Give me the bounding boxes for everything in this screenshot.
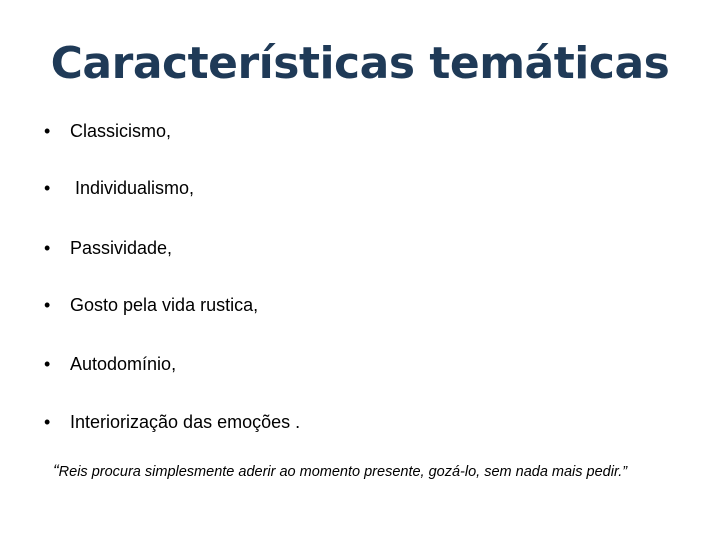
- list-item: [44, 118, 171, 144]
- bullet-icon: •: [44, 238, 51, 258]
- bullet-text: Autodomínio,: [70, 354, 177, 374]
- list-item: [44, 351, 176, 377]
- open-quote-mark: “: [53, 461, 59, 480]
- list-item: [44, 292, 258, 318]
- bullet-icon: •: [44, 412, 51, 432]
- bullet-text: Classicismo,: [70, 121, 172, 141]
- list-item: [44, 235, 172, 261]
- slide-title: Características temáticas: [50, 38, 670, 89]
- bullet-icon: •: [44, 295, 51, 315]
- bullet-text: Passividade,: [70, 238, 173, 258]
- list-item: [44, 175, 194, 201]
- bullet-icon: •: [44, 178, 51, 198]
- bullet-icon: •: [44, 121, 51, 141]
- list-item: [44, 409, 300, 435]
- bullet-icon: •: [44, 354, 51, 374]
- quote-text: Reis procura simplesmente aderir ao momento presente, gozá-lo, sem nada mais pedir.”: [58, 464, 628, 480]
- bullet-text: Interiorização das emoções .: [70, 412, 301, 432]
- quote-block: [53, 460, 673, 483]
- bullet-text: Individualismo,: [75, 178, 195, 198]
- bullet-text: Gosto pela vida rustica,: [70, 295, 259, 315]
